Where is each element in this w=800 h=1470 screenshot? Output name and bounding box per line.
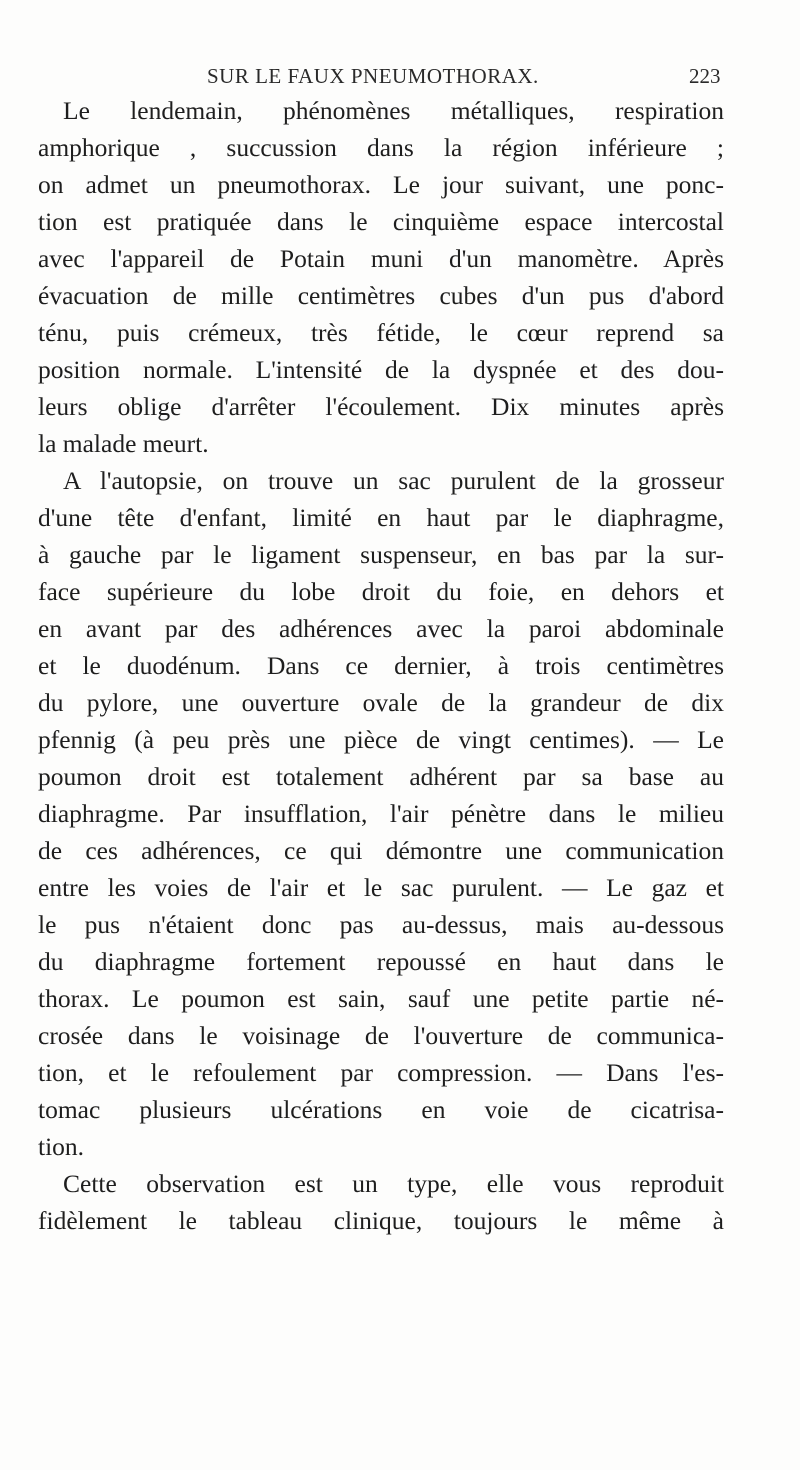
text-line: diaphragme. Par insufflation, l'air pénètre dans le milieu <box>38 799 724 828</box>
text-line: d'une tête d'enfant, limité en haut par le diaphragme, <box>38 503 724 532</box>
text-line: du diaphragme fortement repoussé en haut dans le <box>38 947 724 976</box>
text-line: le pus n'étaient donc pas au-dessus, mais au-dessous <box>38 910 724 939</box>
text-line: en avant par des adhérences avec la paroi abdominale <box>38 614 724 643</box>
text-line: face supérieure du lobe droit du foie, en dehors et <box>38 577 724 606</box>
text-line: Le lendemain, phénomènes métalliques, respiration <box>63 96 724 125</box>
text-line: du pylore, une ouverture ovale de la grandeur de dix <box>38 688 724 717</box>
text-line: tion. <box>38 1132 85 1161</box>
text-line: et le duodénum. Dans ce dernier, à trois centimètres <box>38 651 724 680</box>
text-line: leurs oblige d'arrêter l'écoulement. Dix minutes après <box>38 392 724 421</box>
text-line: crosée dans le voisinage de l'ouverture de communica- <box>38 1021 724 1050</box>
page-number: 223 <box>689 64 721 88</box>
text-line: A l'autopsie, on trouve un sac purulent de la grosseur <box>63 466 724 495</box>
text-line: poumon droit est totalement adhérent par sa base au <box>38 762 724 791</box>
text-line: amphorique , succussion dans la région inférieure ; <box>38 133 724 162</box>
text-line: de ces adhérences, ce qui démontre une communication <box>38 836 724 865</box>
text-line: la malade meurt. <box>38 429 209 458</box>
text-line: tomac plusieurs ulcérations en voie de cicatrisa- <box>38 1095 724 1124</box>
body-text <box>38 92 724 1239</box>
text-line: Cette observation est un type, elle vous reproduit <box>63 1169 724 1198</box>
text-line: on admet un pneumothorax. Le jour suivant, une ponc- <box>38 170 724 199</box>
text-line: fidèlement le tableau clinique, toujours le même à <box>38 1206 724 1235</box>
text-line: thorax. Le poumon est sain, sauf une petite partie né- <box>38 984 724 1013</box>
text-line: entre les voies de l'air et le sac purulent. — Le gaz et <box>38 873 724 902</box>
text-line: position normale. L'intensité de la dyspnée et des dou- <box>38 355 724 384</box>
text-line: à gauche par le ligament suspenseur, en bas par la sur- <box>38 540 724 569</box>
text-line: avec l'appareil de Potain muni d'un manomètre. Après <box>38 244 724 273</box>
text-line: tion est pratiquée dans le cinquième espace intercostal <box>38 207 724 236</box>
text-line: tion, et le refoulement par compression. — Dans l'es- <box>38 1058 724 1087</box>
text-line: évacuation de mille centimètres cubes d'un pus d'abord <box>38 281 724 310</box>
text-line: pfennig (à peu près une pièce de vingt centimes). — Le <box>38 725 724 754</box>
text-line: ténu, puis crémeux, très fétide, le cœur reprend sa <box>38 318 724 347</box>
running-title: SUR LE FAUX PNEUMOTHORAX. <box>207 64 539 88</box>
